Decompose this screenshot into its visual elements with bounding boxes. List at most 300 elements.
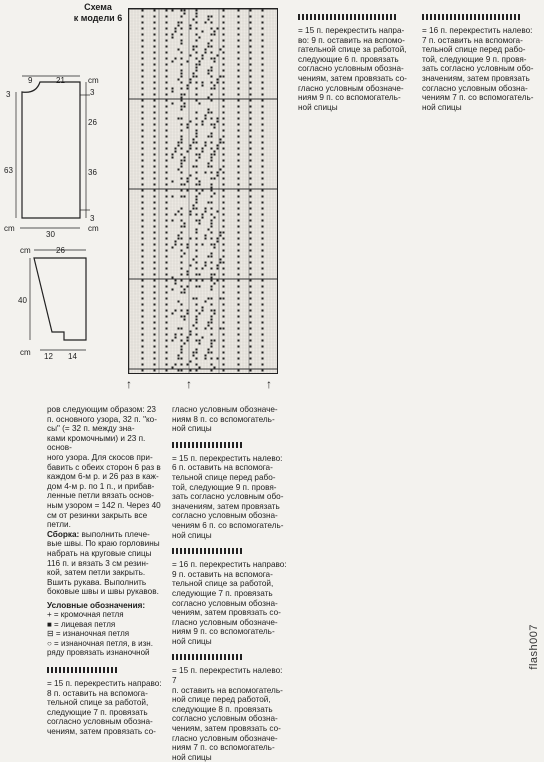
- chart-arrow-middle: ↑: [186, 377, 192, 391]
- cable-swatch-4: [172, 648, 288, 666]
- chart-cell: [142, 166, 144, 168]
- chart-cell: [142, 262, 144, 264]
- chart-cell: [142, 190, 144, 192]
- chart-cell: [223, 28, 225, 30]
- legend-item-knit: ■ = лицевая петля: [47, 619, 116, 629]
- chart-cell: [142, 178, 144, 180]
- text-column-4: [422, 8, 540, 112]
- chart-cell: [199, 313, 201, 315]
- chart-cell: [250, 262, 252, 264]
- chart-cell: [262, 142, 264, 144]
- chart-cell: [205, 172, 207, 174]
- chart-cell: [262, 322, 264, 324]
- chart-cell: [190, 238, 192, 240]
- chart-cell: [181, 73, 183, 75]
- chart-cell: [142, 310, 144, 312]
- sweater-outline: [0, 70, 112, 240]
- chart-cell: [223, 88, 225, 90]
- chart-cell: [211, 16, 213, 18]
- chart-cell: [250, 10, 252, 12]
- chart-cell: [238, 238, 240, 240]
- chart-cell: [238, 250, 240, 252]
- cable-swatch-icon: [172, 654, 242, 660]
- sleeve-top-cm: cm: [20, 246, 31, 255]
- schema-title: Схема к модели 6: [73, 2, 123, 23]
- chart-cell: [211, 160, 213, 162]
- chart-cell: [262, 280, 264, 282]
- chart-cell: [238, 190, 240, 192]
- chart-cell: [154, 352, 156, 354]
- chart-cell: [211, 166, 213, 168]
- chart-cell: [166, 214, 168, 216]
- chart-cell: [238, 130, 240, 132]
- chart-cell: [220, 232, 222, 234]
- chart-cell: [214, 310, 216, 312]
- chart-cell: [211, 223, 213, 225]
- chart-cell: [211, 316, 213, 318]
- chart-cell: [142, 244, 144, 246]
- chart-cell: [238, 352, 240, 354]
- chart-cell: [211, 184, 213, 186]
- dim-neck-3: 3: [6, 90, 11, 99]
- chart-cell: [214, 283, 216, 285]
- chart-cell: [211, 52, 213, 54]
- chart-cell: [238, 172, 240, 174]
- sleeve-diagram: [0, 244, 112, 364]
- chart-cell: [250, 226, 252, 228]
- chart-cell: [202, 55, 204, 57]
- chart-cell: [262, 286, 264, 288]
- chart-cell: [250, 238, 252, 240]
- chart-cell: [223, 76, 225, 78]
- chart-cell: [202, 85, 204, 87]
- chart-cell: [223, 202, 225, 204]
- chart-cell: [166, 370, 168, 372]
- chart-cell: [214, 85, 216, 87]
- chart-cell: [172, 247, 174, 249]
- chart-cell: [181, 76, 183, 78]
- assembly-title: Сборка:: [47, 529, 80, 539]
- chart-cell: [205, 208, 207, 210]
- chart-cell: [142, 346, 144, 348]
- cable-5-description: = 15 п. перекрестить напра- во: 9 п. оставить на вспомо- гательной спице за работой, следующие 6 п. провязать согласно условным обозна- чениям, затем провязать со- гласно условным обозначе- ниям 9 п. со вспомогатель- ной спицы: [298, 26, 407, 112]
- chart-cell: [172, 313, 174, 315]
- chart-cell: [154, 316, 156, 318]
- chart-cell: [181, 214, 183, 216]
- chart-cell: [187, 85, 189, 87]
- chart-cell: [262, 154, 264, 156]
- chart-cell: [142, 16, 144, 18]
- chart-cell: [238, 196, 240, 198]
- chart-cell: [184, 103, 186, 105]
- chart-cell: [208, 46, 210, 48]
- chart-cell: [181, 316, 183, 318]
- cable-2-description: = 15 п. перекрестить налево: 6 п. оставить на вспомога- тельной спице перед рабо- той, следующие 9 п. провя- зать согласно условным обо- значениям, затем провязать согласно условным обозна- чениям 6 п. со вспомогатель- ной спицы: [172, 453, 284, 540]
- chart-cell: [250, 166, 252, 168]
- chart-cell: [262, 256, 264, 258]
- chart-cell: [211, 67, 213, 69]
- chart-cell: [154, 364, 156, 366]
- chart-cell: [223, 130, 225, 132]
- chart-cell: [154, 190, 156, 192]
- chart-cell: [211, 34, 213, 36]
- chart-cell: [166, 64, 168, 66]
- chart-cell: [166, 298, 168, 300]
- chart-cell: [211, 280, 213, 282]
- chart-cell: [223, 274, 225, 276]
- chart-cell: [196, 40, 198, 42]
- chart-cell: [187, 181, 189, 183]
- chart-cell: [238, 76, 240, 78]
- chart-cell: [196, 94, 198, 96]
- chart-cell: [208, 229, 210, 231]
- chart-cell: [154, 322, 156, 324]
- chart-cell: [223, 220, 225, 222]
- chart-cell: [223, 250, 225, 252]
- chart-cell: [214, 367, 216, 369]
- chart-cell: [154, 370, 156, 372]
- chart-cell: [166, 10, 168, 12]
- chart-cell: [196, 178, 198, 180]
- chart-cell: [220, 259, 222, 261]
- chart-cell: [181, 190, 183, 192]
- chart-cell: [187, 274, 189, 276]
- chart-cell: [262, 46, 264, 48]
- chart-cell: [190, 82, 192, 84]
- chart-arrow-right: ↑: [266, 377, 272, 391]
- chart-cell: [190, 331, 192, 333]
- chart-cell: [238, 226, 240, 228]
- chart-cell: [142, 148, 144, 150]
- chart-cell: [190, 79, 192, 81]
- chart-cell: [166, 232, 168, 234]
- chart-cell: [181, 334, 183, 336]
- chart-cell: [238, 178, 240, 180]
- chart-cell: [178, 145, 180, 147]
- chart-cell: [211, 40, 213, 42]
- chart-cell: [166, 190, 168, 192]
- chart-cell: [154, 58, 156, 60]
- chart-cell: [262, 34, 264, 36]
- chart-cell: [250, 190, 252, 192]
- chart-cell: [181, 82, 183, 84]
- chart-cell: [217, 241, 219, 243]
- chart-cell: [214, 124, 216, 126]
- chart-cell: [199, 64, 201, 66]
- chart-cell: [262, 364, 264, 366]
- chart-cell: [211, 28, 213, 30]
- chart-cell: [262, 310, 264, 312]
- chart-cell: [166, 304, 168, 306]
- chart-cell: [238, 10, 240, 12]
- chart-cell: [142, 316, 144, 318]
- chart-cell: [250, 280, 252, 282]
- chart-cell: [187, 151, 189, 153]
- chart-cell: [154, 166, 156, 168]
- chart-cell: [166, 34, 168, 36]
- chart-cell: [142, 292, 144, 294]
- chart-cell: [211, 157, 213, 159]
- chart-cell: [154, 160, 156, 162]
- chart-cell: [238, 124, 240, 126]
- chart-cell: [262, 76, 264, 78]
- chart-cell: [262, 334, 264, 336]
- chart-cell: [154, 76, 156, 78]
- chart-cell: [142, 238, 144, 240]
- cable-1-description-cont: гласно условным обозначе- ниям 8 п. со вспомогатель- ной спицы: [172, 405, 278, 434]
- chart-cell: [262, 82, 264, 84]
- chart-cell: [181, 106, 183, 108]
- chart-cell: [250, 124, 252, 126]
- chart-cell: [181, 97, 183, 99]
- chart-cell: [181, 274, 183, 276]
- chart-cell: [202, 310, 204, 312]
- chart-cell: [250, 34, 252, 36]
- chart-cell: [202, 217, 204, 219]
- chart-cell: [196, 28, 198, 30]
- chart-cell: [166, 364, 168, 366]
- chart-cell: [199, 286, 201, 288]
- dim-height-63: 63: [4, 166, 13, 175]
- chart-cell: [193, 139, 195, 141]
- chart-cell: [214, 58, 216, 60]
- chart-cell: [202, 244, 204, 246]
- chart-cell: [211, 343, 213, 345]
- chart-cell: [193, 259, 195, 261]
- chart-cell: [214, 244, 216, 246]
- cable-1-description: = 15 п. перекрестить направо: 8 п. оставить на вспомога- тельной спице за работой, следующие 7 п. провязать согласно условным обозна- чениям, затем провязать со-: [47, 678, 162, 736]
- chart-cell: [193, 46, 195, 48]
- chart-cell: [166, 178, 168, 180]
- sleeve-left-40: 40: [18, 296, 27, 305]
- chart-cell: [142, 256, 144, 258]
- chart-cell: [238, 88, 240, 90]
- chart-cell: [184, 184, 186, 186]
- sleeve-outline: [0, 244, 112, 364]
- chart-cell: [178, 370, 180, 372]
- chart-cell: [250, 22, 252, 24]
- chart-cell: [175, 241, 177, 243]
- chart-cell: [196, 148, 198, 150]
- chart-cell: [154, 148, 156, 150]
- legend-item-purl: ⊟ = изнаночная петля: [47, 629, 130, 639]
- chart-cell: [154, 238, 156, 240]
- chart-cell: [214, 61, 216, 63]
- chart-cell: [190, 28, 192, 30]
- chart-cell: [220, 76, 222, 78]
- chart-cell: [181, 250, 183, 252]
- chart-cell: [238, 52, 240, 54]
- chart-cell: [154, 178, 156, 180]
- chart-cell: [196, 142, 198, 144]
- chart-cell: [181, 130, 183, 132]
- chart-cell: [181, 40, 183, 42]
- chart-cell: [211, 298, 213, 300]
- chart-cell: [166, 136, 168, 138]
- chart-cell: [142, 208, 144, 210]
- chart-cell: [223, 58, 225, 60]
- chart-cell: [199, 184, 201, 186]
- chart-cell: [166, 124, 168, 126]
- chart-cell: [238, 82, 240, 84]
- chart-cell: [211, 370, 213, 372]
- chart-cell: [205, 235, 207, 237]
- chart-cell: [142, 352, 144, 354]
- chart-cell: [205, 52, 207, 54]
- cable-swatch-1: [47, 661, 169, 679]
- chart-cell: [217, 358, 219, 360]
- chart-cell: [196, 70, 198, 72]
- chart-cell: [181, 100, 183, 102]
- chart-cell: [187, 310, 189, 312]
- chart-cell: [250, 274, 252, 276]
- chart-cell: [208, 112, 210, 114]
- chart-cell: [196, 298, 198, 300]
- chart-cell: [202, 190, 204, 192]
- chart-cell: [190, 370, 192, 372]
- chart-cell: [193, 355, 195, 357]
- chart-cell: [184, 316, 186, 318]
- chart-cell: [202, 82, 204, 84]
- chart-cell: [223, 16, 225, 18]
- chart-cell: [181, 154, 183, 156]
- chart-cell: [223, 208, 225, 210]
- chart-cell: [196, 238, 198, 240]
- chart-cell: [220, 328, 222, 330]
- chart-cell: [196, 229, 198, 231]
- chart-cell: [154, 100, 156, 102]
- chart-cell: [223, 328, 225, 330]
- chart-cell: [172, 181, 174, 183]
- chart-cell: [196, 124, 198, 126]
- chart-cell: [211, 340, 213, 342]
- chart-cell: [223, 262, 225, 264]
- sweater-diagram: [0, 70, 112, 240]
- chart-cell: [181, 304, 183, 306]
- chart-cell: [193, 19, 195, 21]
- chart-cell: [196, 328, 198, 330]
- chart-cell: [262, 148, 264, 150]
- chart-cell: [187, 313, 189, 315]
- chart-cell: [175, 334, 177, 336]
- legend-item-edge: + = кромочная петля: [47, 610, 124, 620]
- chart-cell: [208, 163, 210, 165]
- chart-cell: [196, 88, 198, 90]
- chart-cell: [238, 142, 240, 144]
- chart-cell: [250, 370, 252, 372]
- chart-cell: [166, 76, 168, 78]
- chart-cell: [175, 28, 177, 30]
- chart-cell: [262, 124, 264, 126]
- chart-cell: [211, 148, 213, 150]
- chart-cell: [181, 148, 183, 150]
- chart-cell: [166, 208, 168, 210]
- chart-cell: [181, 88, 183, 90]
- chart-cell: [214, 193, 216, 195]
- chart-cell: [187, 88, 189, 90]
- chart-cell: [211, 196, 213, 198]
- chart-cell: [142, 220, 144, 222]
- chart-cell: [196, 130, 198, 132]
- chart-cell: [196, 364, 198, 366]
- chart-cell: [154, 142, 156, 144]
- chart-cell: [205, 49, 207, 51]
- chart-cell: [199, 343, 201, 345]
- chart-cell: [181, 352, 183, 354]
- chart-cell: [262, 184, 264, 186]
- chart-cell: [154, 16, 156, 18]
- chart-cell: [190, 175, 192, 177]
- chart-cell: [262, 100, 264, 102]
- chart-cell: [208, 70, 210, 72]
- chart-cell: [211, 319, 213, 321]
- chart-cell: [196, 133, 198, 135]
- chart-cell: [142, 106, 144, 108]
- chart-cell: [211, 124, 213, 126]
- chart-cell: [223, 124, 225, 126]
- chart-cell: [211, 328, 213, 330]
- chart-cell: [154, 22, 156, 24]
- dim-right-36: 36: [88, 168, 97, 177]
- chart-cell: [196, 202, 198, 204]
- chart-cell: [196, 199, 198, 201]
- chart-cell: [172, 220, 174, 222]
- chart-cell: [166, 334, 168, 336]
- chart-cell: [238, 154, 240, 156]
- chart-cell: [181, 178, 183, 180]
- chart-cell: [223, 10, 225, 12]
- chart-cell: [211, 190, 213, 192]
- chart-cell: [172, 340, 174, 342]
- chart-cell: [142, 58, 144, 60]
- chart-cell: [205, 328, 207, 330]
- chart-cell: [262, 220, 264, 222]
- chart-cell: [154, 298, 156, 300]
- chart-cell: [238, 118, 240, 120]
- chart-cell: [196, 370, 198, 372]
- chart-cell: [211, 136, 213, 138]
- chart-cell: [238, 220, 240, 222]
- chart-cell: [154, 196, 156, 198]
- chart-cell: [250, 340, 252, 342]
- chart-cell: [238, 334, 240, 336]
- chart-cell: [181, 166, 183, 168]
- chart-cell: [238, 316, 240, 318]
- chart-cell: [142, 34, 144, 36]
- chart-cell: [166, 100, 168, 102]
- chart-cell: [238, 28, 240, 30]
- chart-cell: [199, 223, 201, 225]
- chart-cell: [184, 253, 186, 255]
- chart-cell: [214, 340, 216, 342]
- chart-cell: [196, 184, 198, 186]
- chart-cell: [142, 226, 144, 228]
- chart-cell: [142, 172, 144, 174]
- chart-cell: [238, 40, 240, 42]
- chart-cell: [166, 166, 168, 168]
- chart-cell: [187, 364, 189, 366]
- chart-cell: [166, 70, 168, 72]
- chart-cell: [262, 214, 264, 216]
- chart-cell: [166, 106, 168, 108]
- chart-cell: [223, 142, 225, 144]
- chart-cell: [181, 118, 183, 120]
- chart-cell: [202, 58, 204, 60]
- chart-cell: [199, 154, 201, 156]
- chart-cell: [262, 64, 264, 66]
- chart-cell: [142, 118, 144, 120]
- chart-cell: [154, 262, 156, 264]
